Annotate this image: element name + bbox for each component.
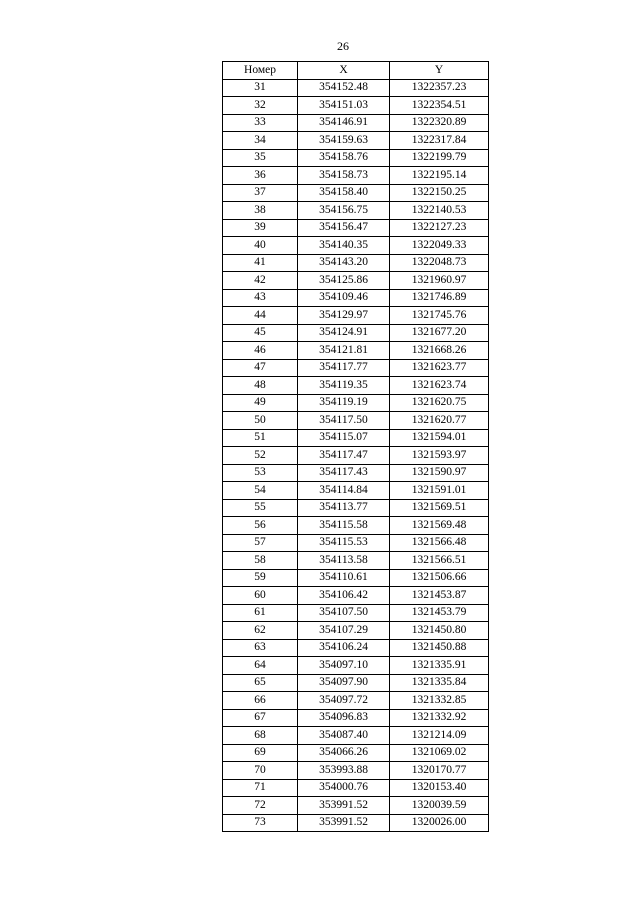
cell-y: 1321332.85 <box>390 692 489 710</box>
table-row <box>223 289 489 307</box>
cell-x: 354107.29 <box>298 622 390 640</box>
table-row <box>223 307 489 325</box>
cell-number: 50 <box>223 412 298 430</box>
cell-y: 1322320.89 <box>390 114 489 132</box>
cell-x: 354152.48 <box>298 79 390 97</box>
table-row <box>223 447 489 465</box>
cell-number: 48 <box>223 377 298 395</box>
cell-number: 60 <box>223 587 298 605</box>
cell-y: 1322127.23 <box>390 219 489 237</box>
cell-x: 354097.10 <box>298 657 390 675</box>
cell-x: 354106.24 <box>298 639 390 657</box>
cell-x: 354140.35 <box>298 237 390 255</box>
cell-number: 45 <box>223 324 298 342</box>
cell-x: 354115.07 <box>298 429 390 447</box>
table-row <box>223 674 489 692</box>
cell-x: 354066.26 <box>298 744 390 762</box>
cell-x: 353991.52 <box>298 797 390 815</box>
cell-number: 62 <box>223 622 298 640</box>
cell-y: 1321214.09 <box>390 727 489 745</box>
cell-number: 52 <box>223 447 298 465</box>
table-row <box>223 254 489 272</box>
table-row <box>223 97 489 115</box>
table-row <box>223 429 489 447</box>
cell-number: 70 <box>223 762 298 780</box>
cell-x: 354115.58 <box>298 517 390 535</box>
table-row <box>223 587 489 605</box>
cell-y: 1321566.48 <box>390 534 489 552</box>
cell-y: 1321591.01 <box>390 482 489 500</box>
cell-x: 354087.40 <box>298 727 390 745</box>
cell-x: 354113.58 <box>298 552 390 570</box>
cell-y: 1321668.26 <box>390 342 489 360</box>
cell-y: 1321590.97 <box>390 464 489 482</box>
cell-y: 1321620.75 <box>390 394 489 412</box>
cell-x: 354158.73 <box>298 167 390 185</box>
cell-number: 56 <box>223 517 298 535</box>
table-row <box>223 744 489 762</box>
cell-y: 1322199.79 <box>390 149 489 167</box>
cell-y: 1322357.23 <box>390 79 489 97</box>
cell-number: 38 <box>223 202 298 220</box>
cell-number: 37 <box>223 184 298 202</box>
cell-y: 1321566.51 <box>390 552 489 570</box>
table-row <box>223 604 489 622</box>
cell-x: 354097.90 <box>298 674 390 692</box>
cell-x: 354129.97 <box>298 307 390 325</box>
cell-x: 354158.40 <box>298 184 390 202</box>
cell-number: 47 <box>223 359 298 377</box>
cell-x: 354117.77 <box>298 359 390 377</box>
table-row <box>223 779 489 797</box>
table-row <box>223 184 489 202</box>
table-row <box>223 79 489 97</box>
cell-x: 354158.76 <box>298 149 390 167</box>
header-x: X <box>298 62 390 80</box>
cell-y: 1320170.77 <box>390 762 489 780</box>
cell-number: 40 <box>223 237 298 255</box>
table-row <box>223 797 489 815</box>
table-row <box>223 237 489 255</box>
cell-number: 32 <box>223 97 298 115</box>
table-row <box>223 552 489 570</box>
table-row <box>223 482 489 500</box>
cell-number: 54 <box>223 482 298 500</box>
cell-number: 58 <box>223 552 298 570</box>
cell-x: 354151.03 <box>298 97 390 115</box>
cell-x: 354119.19 <box>298 394 390 412</box>
cell-x: 354097.72 <box>298 692 390 710</box>
cell-x: 354096.83 <box>298 709 390 727</box>
cell-number: 59 <box>223 569 298 587</box>
table-row <box>223 727 489 745</box>
table-row <box>223 149 489 167</box>
cell-number: 67 <box>223 709 298 727</box>
table-row <box>223 657 489 675</box>
table-header-row <box>223 62 489 80</box>
table-row <box>223 324 489 342</box>
cell-x: 354115.53 <box>298 534 390 552</box>
cell-number: 66 <box>223 692 298 710</box>
cell-x: 354125.86 <box>298 272 390 290</box>
cell-number: 46 <box>223 342 298 360</box>
cell-x: 354106.42 <box>298 587 390 605</box>
cell-y: 1321069.02 <box>390 744 489 762</box>
table-row <box>223 622 489 640</box>
cell-y: 1320026.00 <box>390 814 489 832</box>
cell-x: 354156.75 <box>298 202 390 220</box>
cell-x: 354000.76 <box>298 779 390 797</box>
cell-number: 39 <box>223 219 298 237</box>
cell-x: 354113.77 <box>298 499 390 517</box>
cell-x: 354109.46 <box>298 289 390 307</box>
cell-y: 1321593.97 <box>390 447 489 465</box>
cell-y: 1321745.76 <box>390 307 489 325</box>
cell-number: 61 <box>223 604 298 622</box>
table-row <box>223 377 489 395</box>
header-number: Номер <box>223 62 298 80</box>
cell-y: 1322150.25 <box>390 184 489 202</box>
cell-x: 354117.50 <box>298 412 390 430</box>
table-row <box>223 762 489 780</box>
cell-x: 354143.20 <box>298 254 390 272</box>
coordinates-table <box>222 61 489 832</box>
cell-y: 1322195.14 <box>390 167 489 185</box>
table-row <box>223 569 489 587</box>
cell-y: 1321594.01 <box>390 429 489 447</box>
cell-y: 1321453.87 <box>390 587 489 605</box>
cell-x: 354107.50 <box>298 604 390 622</box>
table-row <box>223 639 489 657</box>
cell-number: 55 <box>223 499 298 517</box>
cell-number: 49 <box>223 394 298 412</box>
cell-x: 354114.84 <box>298 482 390 500</box>
cell-y: 1322317.84 <box>390 132 489 150</box>
cell-number: 68 <box>223 727 298 745</box>
cell-x: 353993.88 <box>298 762 390 780</box>
table-row <box>223 464 489 482</box>
cell-number: 65 <box>223 674 298 692</box>
cell-y: 1321623.74 <box>390 377 489 395</box>
cell-y: 1320039.59 <box>390 797 489 815</box>
cell-y: 1322048.73 <box>390 254 489 272</box>
cell-number: 53 <box>223 464 298 482</box>
table-row <box>223 132 489 150</box>
table-row <box>223 814 489 832</box>
cell-y: 1321569.48 <box>390 517 489 535</box>
cell-x: 353991.52 <box>298 814 390 832</box>
cell-y: 1320153.40 <box>390 779 489 797</box>
header-y: Y <box>390 62 489 80</box>
cell-number: 33 <box>223 114 298 132</box>
table-row <box>223 272 489 290</box>
cell-number: 31 <box>223 79 298 97</box>
table-row <box>223 534 489 552</box>
cell-y: 1321453.79 <box>390 604 489 622</box>
table-row <box>223 202 489 220</box>
cell-y: 1321450.80 <box>390 622 489 640</box>
cell-y: 1322049.33 <box>390 237 489 255</box>
cell-number: 57 <box>223 534 298 552</box>
cell-number: 71 <box>223 779 298 797</box>
cell-number: 43 <box>223 289 298 307</box>
cell-y: 1321335.84 <box>390 674 489 692</box>
cell-number: 36 <box>223 167 298 185</box>
table-row <box>223 692 489 710</box>
cell-y: 1321450.88 <box>390 639 489 657</box>
cell-y: 1321569.51 <box>390 499 489 517</box>
table-body <box>223 79 489 832</box>
cell-x: 354119.35 <box>298 377 390 395</box>
cell-number: 35 <box>223 149 298 167</box>
cell-y: 1321677.20 <box>390 324 489 342</box>
cell-x: 354117.43 <box>298 464 390 482</box>
table-row <box>223 342 489 360</box>
cell-x: 354121.81 <box>298 342 390 360</box>
cell-y: 1321506.66 <box>390 569 489 587</box>
cell-number: 34 <box>223 132 298 150</box>
cell-y: 1321332.92 <box>390 709 489 727</box>
cell-x: 354146.91 <box>298 114 390 132</box>
cell-x: 354110.61 <box>298 569 390 587</box>
cell-x: 354156.47 <box>298 219 390 237</box>
cell-number: 44 <box>223 307 298 325</box>
cell-number: 41 <box>223 254 298 272</box>
cell-y: 1321746.89 <box>390 289 489 307</box>
table-row <box>223 219 489 237</box>
cell-number: 64 <box>223 657 298 675</box>
cell-y: 1321623.77 <box>390 359 489 377</box>
table-row <box>223 114 489 132</box>
table-row <box>223 412 489 430</box>
cell-y: 1321620.77 <box>390 412 489 430</box>
cell-y: 1321335.91 <box>390 657 489 675</box>
page-number: 26 <box>337 39 349 53</box>
table-row <box>223 167 489 185</box>
cell-y: 1321960.97 <box>390 272 489 290</box>
cell-y: 1322354.51 <box>390 97 489 115</box>
cell-number: 72 <box>223 797 298 815</box>
table-row <box>223 517 489 535</box>
cell-number: 51 <box>223 429 298 447</box>
table-row <box>223 709 489 727</box>
cell-x: 354124.91 <box>298 324 390 342</box>
cell-y: 1322140.53 <box>390 202 489 220</box>
table-row <box>223 499 489 517</box>
table-row <box>223 394 489 412</box>
cell-number: 63 <box>223 639 298 657</box>
cell-number: 73 <box>223 814 298 832</box>
table-row <box>223 359 489 377</box>
cell-x: 354159.63 <box>298 132 390 150</box>
cell-number: 42 <box>223 272 298 290</box>
cell-x: 354117.47 <box>298 447 390 465</box>
cell-number: 69 <box>223 744 298 762</box>
